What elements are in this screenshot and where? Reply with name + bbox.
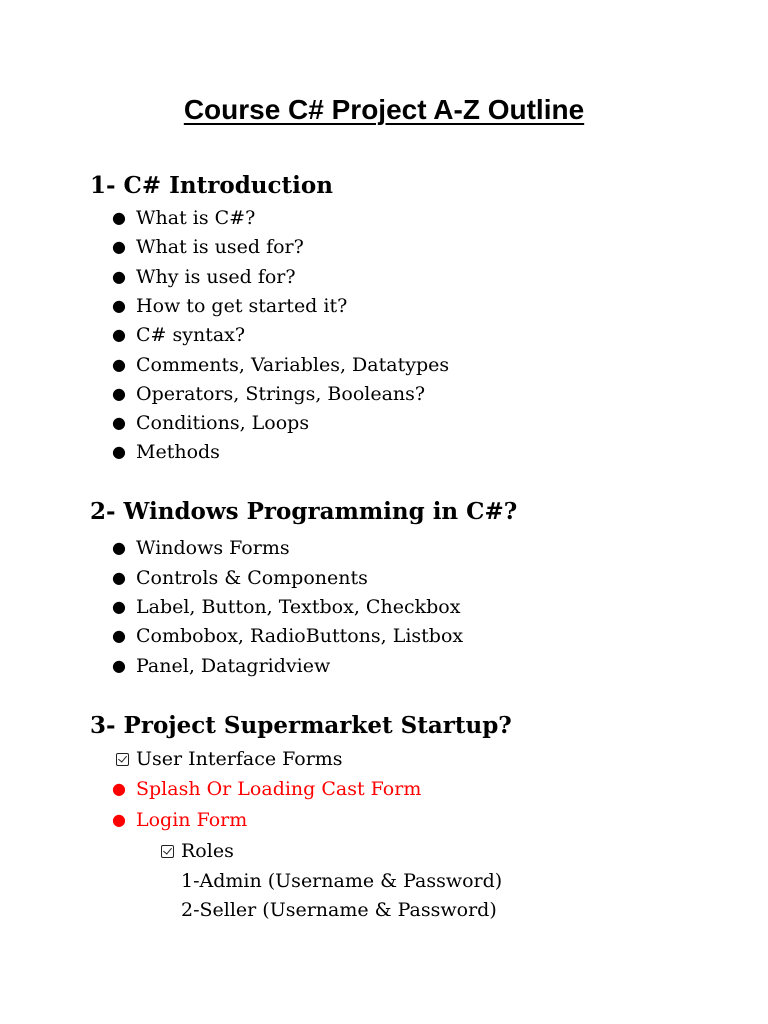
list-item	[0, 322, 768, 348]
list-item-text: Panel, Datagridview	[136, 655, 331, 677]
list-item	[0, 410, 768, 436]
bullet-icon: ●	[112, 384, 126, 403]
sub-checklist-item	[0, 838, 768, 864]
list-item-text: C# syntax?	[136, 324, 246, 346]
list-item	[0, 565, 768, 591]
sub-checklist-item-text: Roles	[181, 840, 234, 862]
list-item	[0, 653, 768, 679]
bullet-icon: ●	[112, 538, 126, 557]
bullet-icon: ●	[112, 355, 126, 374]
bullet-icon: ●	[112, 656, 126, 675]
list-item-text: Combobox, RadioButtons, Listbox	[136, 625, 464, 647]
bullet-icon: ●	[112, 296, 126, 315]
list-item	[0, 205, 768, 231]
list-item	[0, 352, 768, 378]
page-title-text: Course C# Project A-Z Outline	[183, 94, 585, 125]
list-item-highlighted	[0, 776, 768, 802]
checked-box-icon	[116, 753, 129, 766]
list-item-text: How to get started it?	[136, 295, 348, 317]
list-item-text: Windows Forms	[136, 537, 290, 559]
list-item-text: Conditions, Loops	[136, 412, 310, 434]
role-line: 1-Admin (Username & Password)	[181, 870, 503, 892]
list-item-text: Why is used for?	[136, 266, 296, 288]
checklist-item	[0, 746, 768, 772]
list-item	[0, 293, 768, 319]
list-item	[0, 264, 768, 290]
section-heading-intro: 1- C# Introduction	[90, 172, 333, 199]
list-item	[0, 381, 768, 407]
list-item	[0, 535, 768, 561]
list-item	[0, 234, 768, 260]
bullet-icon: ●	[112, 413, 126, 432]
list-item-text: Splash Or Loading Cast Form	[136, 778, 422, 800]
bullet-icon: ●	[112, 779, 126, 798]
list-item-text: Login Form	[136, 809, 248, 831]
page-title	[0, 93, 768, 127]
list-item-text: Label, Button, Textbox, Checkbox	[136, 596, 461, 618]
list-item-text: Comments, Variables, Datatypes	[136, 354, 450, 376]
section-heading-project: 3- Project Supermarket Startup?	[90, 712, 512, 739]
bullet-icon: ●	[112, 810, 126, 829]
bullet-icon: ●	[112, 325, 126, 344]
list-item	[0, 594, 768, 620]
checked-box-icon	[161, 845, 174, 858]
bullet-icon: ●	[112, 626, 126, 645]
list-item-text: Methods	[136, 441, 220, 463]
role-line: 2-Seller (Username & Password)	[181, 899, 497, 921]
bullet-icon: ●	[112, 267, 126, 286]
bullet-icon: ●	[112, 208, 126, 227]
bullet-icon: ●	[112, 597, 126, 616]
list-item	[0, 623, 768, 649]
list-item-text: What is used for?	[136, 236, 304, 258]
section-heading-windows: 2- Windows Programming in C#?	[90, 498, 518, 525]
bullet-icon: ●	[112, 237, 126, 256]
list-item-text: Controls & Components	[136, 567, 368, 589]
list-item-text: What is C#?	[136, 207, 256, 229]
list-item-highlighted	[0, 807, 768, 833]
list-item-text: Operators, Strings, Booleans?	[136, 383, 426, 405]
checklist-item-text: User Interface Forms	[136, 748, 343, 770]
list-item	[0, 439, 768, 465]
bullet-icon: ●	[112, 568, 126, 587]
bullet-icon: ●	[112, 442, 126, 461]
